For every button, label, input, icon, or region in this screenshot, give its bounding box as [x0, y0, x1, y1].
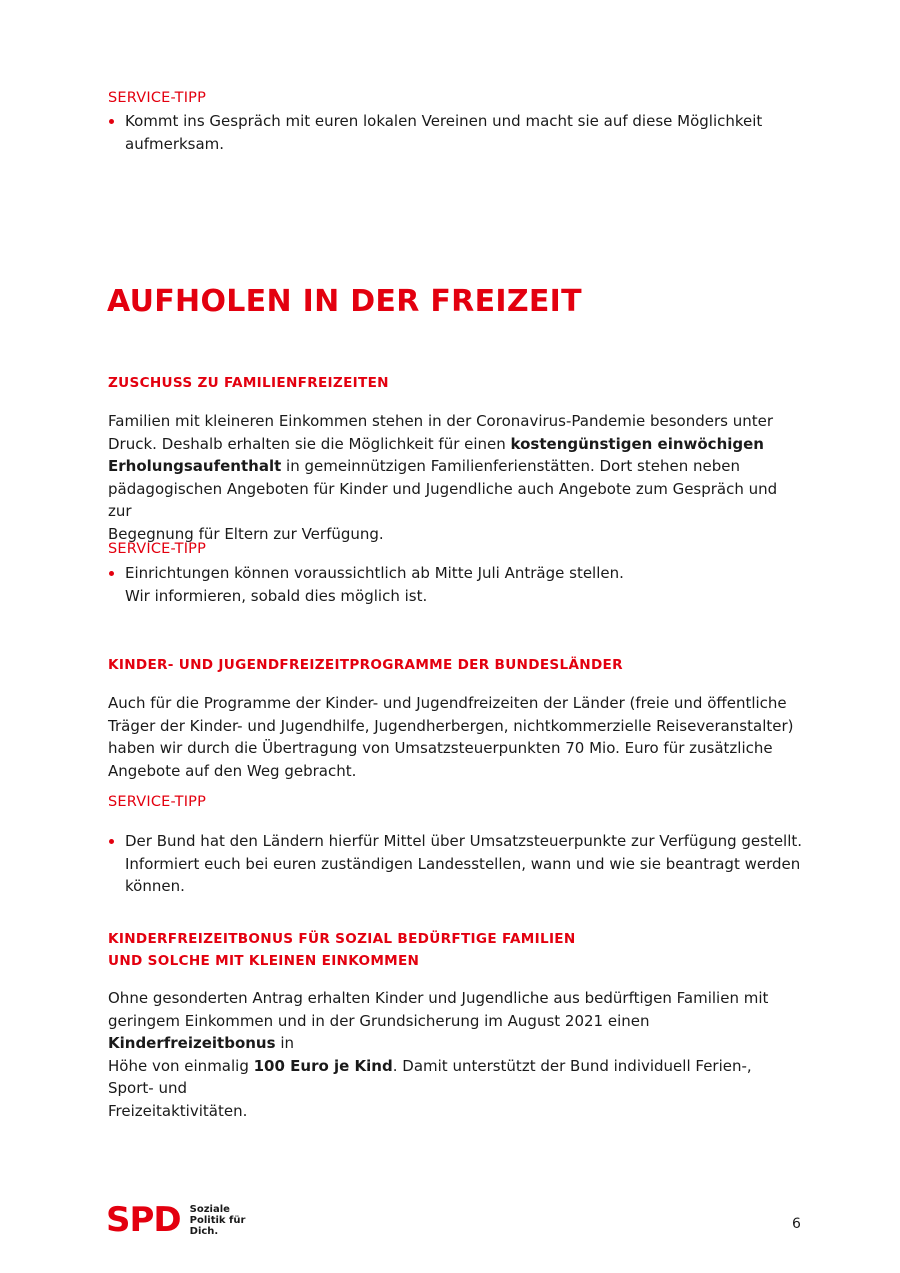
- paragraph-bonus: [108, 987, 798, 1122]
- section-heading-programme: KINDER- UND JUGENDFREIZEITPROGRAMME DER BUNDESLÄNDER: [108, 657, 623, 673]
- bullet-dot-icon: [109, 839, 114, 844]
- text-run: in gemeinnützigen Familienferienstätten. Dort stehen neben: [281, 457, 740, 475]
- text-line: haben wir durch die Übertragung von Umsatzsteuerpunkten 70 Mio. Euro für zusätzliche: [108, 739, 773, 757]
- text-line: [108, 1055, 798, 1100]
- text-line: Freizeitaktivitäten.: [108, 1101, 248, 1120]
- claim-line: Dich.: [189, 1225, 219, 1237]
- spd-logo: [106, 1200, 246, 1240]
- bold-text: kostengünstigen einwöchigen: [510, 434, 764, 453]
- section-heading-bonus: [108, 928, 576, 972]
- service-tipp-label: SERVICE-TIPP: [108, 90, 207, 106]
- text-line: Begegnung für Eltern zur Verfügung.: [108, 524, 384, 543]
- text-run: geringem Einkommen und in der Grundsicherung im August 2021 einen: [108, 1011, 650, 1030]
- text-line: pädagogischen Angeboten für Kinder und Jugendliche auch Angebote zum Gespräch und zur: [108, 479, 778, 520]
- heading-line: KINDERFREIZEITBONUS FÜR SOZIAL BEDÜRFTIGE FAMILIEN: [108, 931, 576, 947]
- bold-text: Erholungsaufenthalt: [108, 457, 282, 475]
- claim-line: Politik für: [189, 1214, 246, 1226]
- bullet-line: aufmerksam.: [125, 134, 225, 153]
- page-number: 6: [792, 1216, 801, 1232]
- bullet-line: Einrichtungen können voraussichtlich ab Mitte Juli Anträge stellen.: [125, 564, 624, 582]
- bold-text: Kinderfreizeitbonus: [108, 1034, 276, 1052]
- bullet-line: Der Bund hat den Ländern hierfür Mittel über Umsatzsteuerpunkte zur Verfügung gestellt.: [125, 832, 803, 850]
- bullet-line: Kommt ins Gespräch mit euren lokalen Vereinen und macht sie auf diese Möglichkeit: [125, 112, 763, 130]
- service-tipp-bullet: [108, 562, 808, 607]
- section-heading-familienfreizeiten: ZUSCHUSS ZU FAMILIENFREIZEITEN: [108, 375, 389, 391]
- text-line: Angebote auf den Weg gebracht.: [108, 761, 357, 780]
- page-headline: AUFHOLEN IN DER FREIZEIT: [107, 284, 582, 319]
- text-line: [108, 1010, 798, 1055]
- claim-line: Soziale: [189, 1203, 230, 1215]
- service-tipp-label: SERVICE-TIPP: [108, 794, 207, 810]
- text-line: Träger der Kinder- und Jugendhilfe, Jugendherbergen, nichtkommerzielle Reiseveranstalter): [108, 716, 794, 735]
- text-line: Familien mit kleineren Einkommen stehen in der Coronavirus-Pandemie besonders unter: [108, 412, 774, 430]
- text-line: Ohne gesonderten Antrag erhalten Kinder und Jugendliche aus bedürftigen Familien mit: [108, 989, 769, 1007]
- heading-line: UND SOLCHE MIT KLEINEN EINKOMMEN: [108, 953, 420, 969]
- bullet-line: können.: [125, 877, 185, 895]
- paragraph-programme: [108, 692, 798, 782]
- text-line: [108, 433, 798, 456]
- text-run: in: [275, 1034, 294, 1052]
- bullet-line: Wir informieren, sobald dies möglich ist.: [125, 586, 428, 605]
- service-tipp-bullet: [108, 830, 808, 898]
- bold-text: 100 Euro je Kind: [253, 1056, 393, 1075]
- text-run: Druck. Deshalb erhalten sie die Möglichkeit für einen: [108, 434, 511, 453]
- text-run: . Damit unterstützt der Bund individuell Ferien-, Sport- und: [108, 1056, 752, 1097]
- text-run: Höhe von einmalig: [108, 1056, 254, 1075]
- service-tipp-bullet: [108, 110, 808, 155]
- bullet-dot-icon: [109, 571, 114, 576]
- text-line: [108, 455, 798, 478]
- service-tipp-label: SERVICE-TIPP: [108, 541, 207, 557]
- logo-claim: [190, 1204, 246, 1237]
- spd-wordmark: SPD: [106, 1200, 181, 1240]
- text-line: Auch für die Programme der Kinder- und Jugendfreizeiten der Länder (freie und öffentliche: [108, 694, 787, 712]
- bullet-dot-icon: [109, 119, 114, 124]
- paragraph-familienfreizeiten: [108, 410, 798, 545]
- bullet-line: Informiert euch bei euren zuständigen Landesstellen, wann und wie sie beantragt werden: [125, 854, 801, 873]
